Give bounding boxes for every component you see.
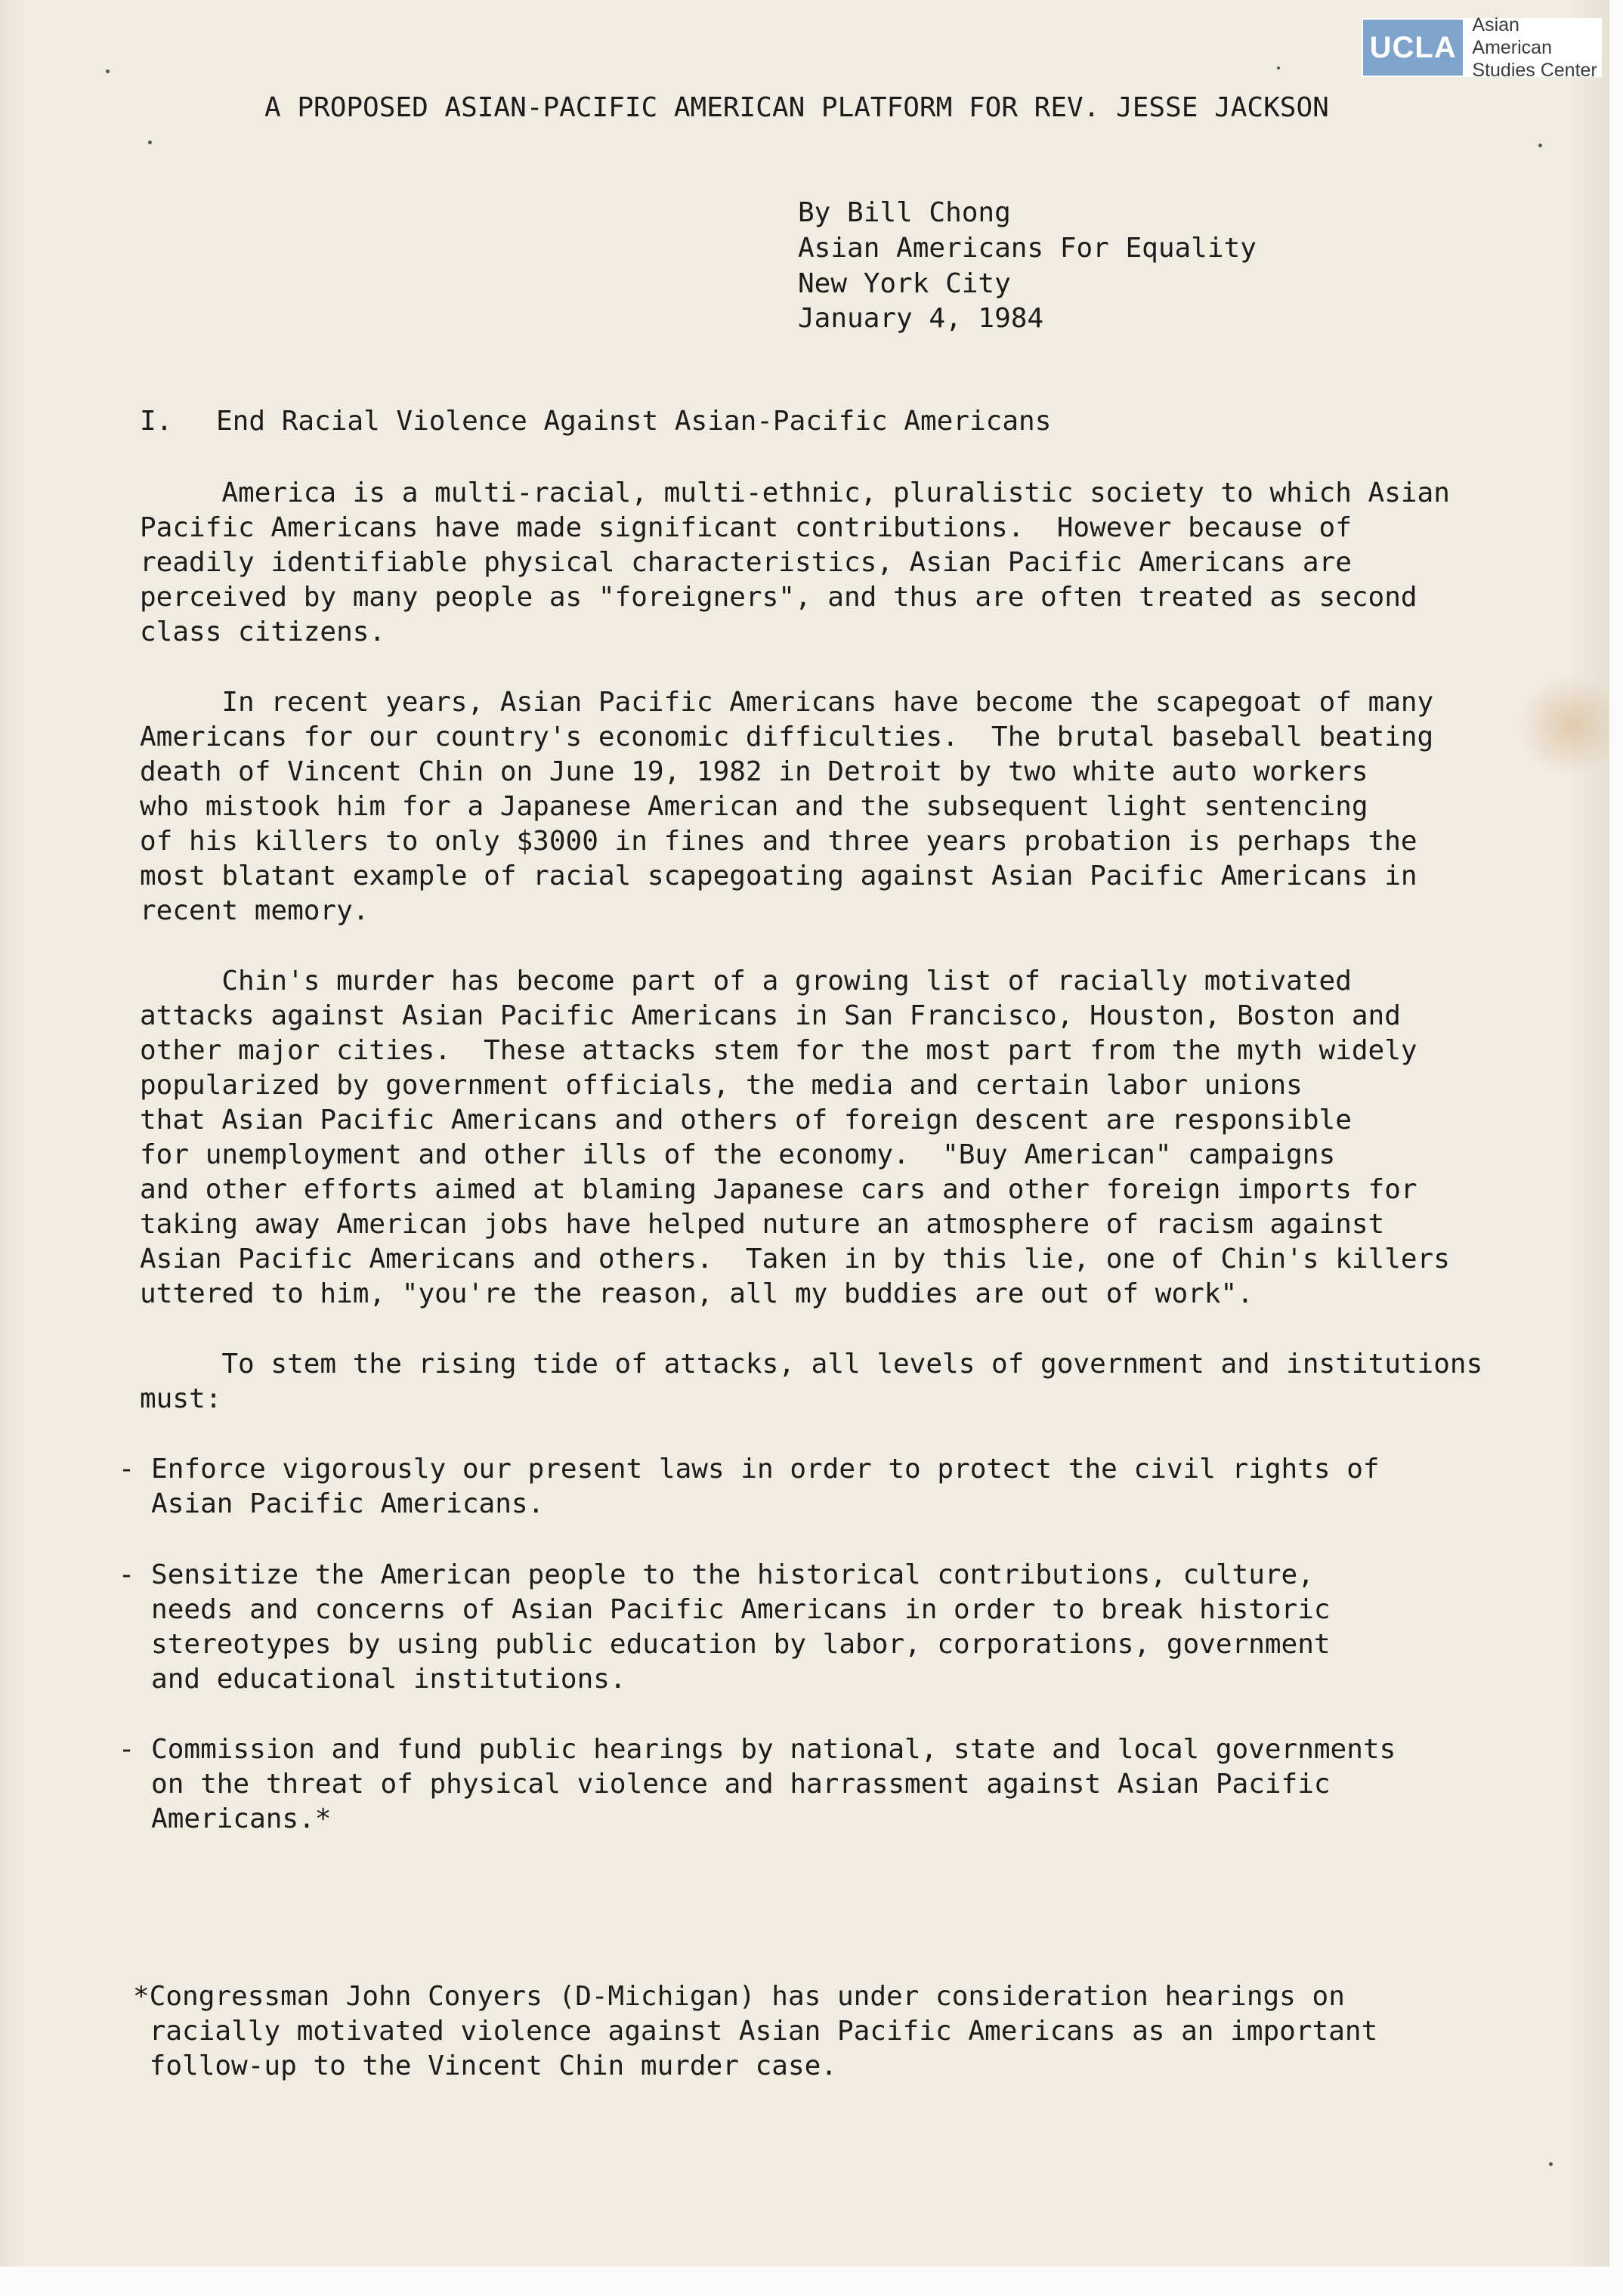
paper-speck	[1277, 66, 1280, 70]
paragraph-line: Chin's murder has become part of a growing list of racially motivated	[140, 966, 1352, 997]
paragraph-line: uttered to him, "you're the reason, all my buddies are out of work".	[140, 1278, 1254, 1309]
paragraph-line: popularized by government officials, the media and certain labor unions	[140, 1070, 1303, 1101]
paragraph-line: Asian Pacific Americans and others. Taken in by this lie, one of Chin's killers	[140, 1244, 1450, 1275]
bullet-line: stereotypes by using public education by labor, corporations, government	[53, 1629, 1331, 1660]
ucla-logo-text	[1472, 14, 1602, 82]
paragraph-line: Pacific Americans have made significant contributions. However because of	[140, 512, 1352, 543]
bullet-line: on the threat of physical violence and harrassment against Asian Pacific	[53, 1769, 1331, 1800]
paper-speck	[148, 141, 152, 144]
paragraph-line: of his killers to only $3000 in fines and three years probation is perhaps the	[140, 826, 1417, 857]
paragraph-line: In recent years, Asian Pacific Americans have become the scapegoat of many	[140, 687, 1434, 718]
paragraph-line: other major cities. These attacks stem for the most part from the myth widely	[140, 1035, 1417, 1066]
ucla-logo-mark: UCLA	[1363, 20, 1463, 76]
scan-bottom-edge	[0, 2267, 1623, 2296]
paragraph-line: attacks against Asian Pacific Americans in San Francisco, Houston, Boston and	[140, 1000, 1401, 1031]
bullet-line: and educational institutions.	[53, 1664, 626, 1695]
section-heading: End Racial Violence Against Asian-Pacific Americans	[216, 406, 1052, 437]
paper-speck	[106, 70, 110, 73]
byline-city: New York City	[798, 268, 1011, 299]
logo-line-1: Asian American	[1472, 14, 1552, 58]
bullet-line: - Commission and fund public hearings by national, state and local governments	[53, 1734, 1396, 1765]
paragraph-line: recent memory.	[140, 895, 369, 926]
paragraph-line: for unemployment and other ills of the economy. "Buy American" campaigns	[140, 1139, 1336, 1170]
paragraph-line: To stem the rising tide of attacks, all levels of government and institutions	[140, 1349, 1483, 1380]
paragraph-line: America is a multi-racial, multi-ethnic, pluralistic society to which Asian	[140, 477, 1450, 508]
paragraph-line: most blatant example of racial scapegoating against Asian Pacific Americans in	[140, 861, 1417, 892]
byline-date: January 4, 1984	[798, 303, 1044, 334]
byline-organization: Asian Americans For Equality	[798, 233, 1257, 264]
paragraph-line: readily identifiable physical characteristics, Asian Pacific Americans are	[140, 547, 1352, 578]
bullet-line: Asian Pacific Americans.	[53, 1488, 545, 1519]
document-title: A PROPOSED ASIAN-PACIFIC AMERICAN PLATFORM FOR REV. JESSE JACKSON	[264, 92, 1329, 123]
paper-speck	[1538, 144, 1542, 147]
footnote-line: *Congressman John Conyers (D-Michigan) has under consideration hearings on	[133, 1981, 1345, 2012]
bullet-line: - Sensitize the American people to the historical contributions, culture,	[53, 1559, 1314, 1590]
paper-speck	[1549, 2162, 1553, 2166]
bullet-line: - Enforce vigorously our present laws in order to protect the civil rights of	[53, 1454, 1380, 1485]
paragraph-line: who mistook him for a Japanese American and the subsequent light sentencing	[140, 791, 1368, 822]
paragraph-line: must:	[140, 1383, 222, 1414]
paragraph-line: Americans for our country's economic difficulties. The brutal baseball beating	[140, 722, 1434, 752]
ucla-logo	[1362, 14, 1602, 81]
paragraph-line: taking away American jobs have helped nuture an atmosphere of racism against	[140, 1209, 1385, 1240]
bullet-line: needs and concerns of Asian Pacific Americans in order to break historic	[53, 1594, 1331, 1625]
footnote-line: follow-up to the Vincent Chin murder case.	[133, 2050, 837, 2081]
paragraph-line: that Asian Pacific Americans and others of foreign descent are responsible	[140, 1105, 1352, 1136]
paragraph-line: perceived by many people as "foreigners", and thus are often treated as second	[140, 582, 1417, 613]
paragraph-line: and other efforts aimed at blaming Japanese cars and other foreign imports for	[140, 1174, 1417, 1205]
footnote-line: racially motivated violence against Asian Pacific Americans as an important	[133, 2016, 1378, 2047]
paragraph-line: death of Vincent Chin on June 19, 1982 in Detroit by two white auto workers	[140, 756, 1368, 787]
paragraph-line: class citizens.	[140, 616, 386, 647]
scan-edge	[1609, 0, 1623, 2296]
bullet-line: Americans.*	[53, 1803, 332, 1834]
byline-author: By Bill Chong	[798, 197, 1011, 228]
section-number: I.	[140, 406, 173, 437]
logo-line-2: Studies Center	[1472, 60, 1597, 81]
